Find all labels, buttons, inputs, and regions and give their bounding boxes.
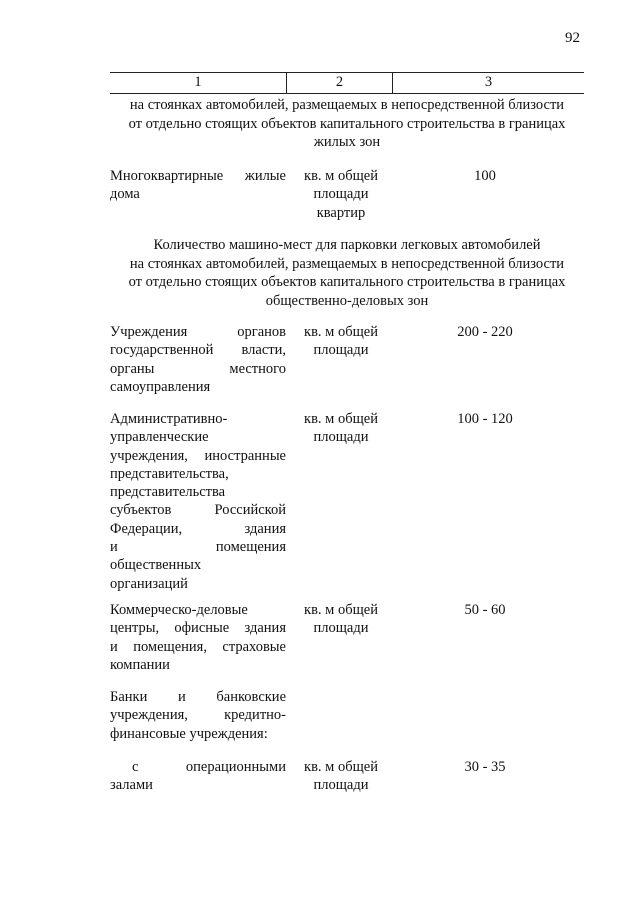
row-unit-business-centers [286, 601, 396, 638]
unit-line: кв. м общей [304, 324, 378, 340]
row-name-banks [110, 688, 286, 743]
unit-line: площади [313, 777, 369, 794]
name-line: общественных [110, 557, 202, 574]
name-line: Коммерческо-деловые [110, 602, 248, 618]
heading-line: жилых зон [313, 134, 381, 150]
row-name-government-bodies [110, 323, 286, 396]
unit-line: площади [313, 429, 369, 446]
heading-line: на стоянках автомобилей, размещаемых в непосредственной близости [129, 255, 565, 272]
row-value-with-operating-halls: 30 - 35 [464, 759, 506, 775]
heading-line: от отдельно стоящих объектов капитального строительства в границах [128, 115, 566, 132]
heading-line: от отдельно стоящих объектов капитального строительства в границах [128, 274, 566, 290]
name-line: Банки и банковские [110, 689, 286, 705]
name-line: Административно- [110, 411, 228, 427]
row-unit-administrative-institutions [286, 410, 396, 447]
row-name-apartment-buildings [110, 167, 286, 204]
row-value-business-centers: 50 - 60 [464, 602, 506, 618]
row-unit-apartment-buildings [286, 167, 396, 222]
row-name-with-operating-halls-cont [110, 776, 286, 794]
name-line: дома [110, 186, 140, 203]
row-name-administrative-institutions [110, 410, 286, 593]
name-line: компании [110, 656, 170, 673]
row-name-with-operating-halls [110, 758, 286, 776]
name-line: органы местного [110, 360, 286, 377]
unit-line: кв. м общей [304, 168, 378, 184]
heading-line: Количество машино-мест для парковки легковых автомобилей [153, 237, 541, 253]
name-line: с операционными [132, 759, 286, 775]
row-value-government-bodies: 200 - 220 [457, 324, 513, 340]
name-line: Многоквартирные жилые [110, 168, 286, 184]
name-line: финансовые учреждения: [110, 725, 268, 742]
table-header-col-3: 3 [484, 74, 493, 90]
row-unit-government-bodies [286, 323, 396, 360]
name-line: Учреждения органов [110, 324, 286, 340]
unit-line: квартир [316, 204, 366, 221]
name-line: учреждения, иностранные [110, 447, 286, 464]
name-line: представительства, [110, 465, 229, 482]
unit-line: кв. м общей [304, 411, 378, 427]
unit-line: площади [313, 186, 369, 203]
table-header-col-1: 1 [110, 73, 287, 93]
table-header-row [110, 72, 584, 94]
name-line: организаций [110, 575, 188, 592]
name-line: учреждения, кредитно- [110, 707, 286, 724]
row-value-apartment-buildings: 100 [474, 168, 496, 184]
row-value-administrative-institutions: 100 - 120 [457, 411, 513, 427]
unit-line: площади [313, 342, 369, 359]
row-name-business-centers [110, 601, 286, 674]
section-heading-business [110, 236, 584, 310]
name-line: центры, офисные здания [110, 620, 286, 637]
name-line: представительства [110, 484, 226, 501]
table-header-col-2: 2 [287, 73, 393, 93]
page-number: 92 [565, 30, 580, 46]
name-line: субъектов Российской [110, 502, 286, 519]
name-line: самоуправления [110, 378, 211, 395]
row-unit-with-operating-halls [286, 758, 396, 795]
name-line: управленческие [110, 429, 209, 446]
unit-line: площади [313, 620, 369, 637]
name-line: и помещения, страховые [110, 638, 286, 655]
name-line: Федерации, здания [110, 520, 286, 537]
name-line: и помещения [110, 539, 286, 556]
section-heading-residential [110, 96, 584, 152]
heading-line: общественно-деловых зон [265, 292, 429, 309]
name-line: залами [110, 777, 153, 793]
name-line: государственной власти, [110, 342, 286, 359]
unit-line: кв. м общей [304, 602, 378, 618]
heading-line: на стоянках автомобилей, размещаемых в непосредственной близости [129, 97, 565, 113]
unit-line: кв. м общей [304, 759, 378, 775]
